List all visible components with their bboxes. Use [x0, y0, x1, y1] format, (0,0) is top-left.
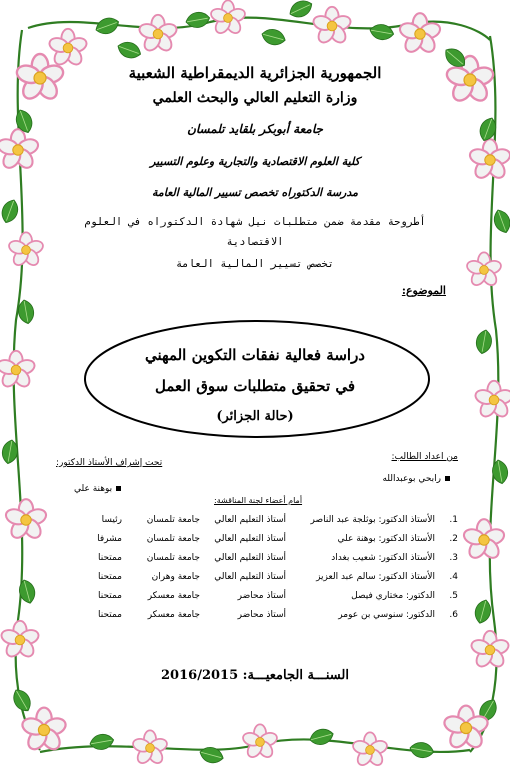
- member-number: 5.: [449, 591, 458, 601]
- student-name: [382, 474, 450, 484]
- member-rank: أستاذ التعليم العالي: [214, 534, 286, 544]
- subject-title-line2: في تحقيق متطلبات سوق العمل: [154, 377, 356, 395]
- committee-row: [0, 591, 510, 605]
- member-university: جامعة تلمسان: [146, 553, 200, 563]
- supervisor-name: [74, 484, 121, 494]
- member-number: 3.: [449, 553, 458, 563]
- member-university: جامعة معسكر: [147, 591, 200, 601]
- member-number: 6.: [449, 610, 458, 620]
- member-rank: أستاذ محاضر: [237, 591, 286, 601]
- faculty-name: كلية العلوم الاقتصادية والتجارية وعلوم التسيير: [150, 155, 360, 168]
- member-name: الأستاذ الدكتور: بوهنة علي: [337, 534, 435, 544]
- member-rank: أستاذ محاضر: [237, 610, 286, 620]
- supervisor-label: تحت إشراف الأستاذ الدكتور:: [56, 458, 163, 468]
- member-number: 4.: [449, 572, 458, 582]
- committee-row: [0, 553, 510, 567]
- bullet-icon: [116, 486, 121, 491]
- member-university: جامعة تلمسان: [146, 534, 200, 544]
- university-name: جامعة أبوبكر بلقايد تلمسان: [187, 122, 323, 136]
- doctoral-school-name: مدرسة الدكتوراه تخصص تسيير المالية العامة: [151, 186, 359, 199]
- member-role: مشرفا: [97, 534, 122, 544]
- member-role: ممتحنا: [97, 591, 122, 601]
- subject-label: الموضوع:: [401, 284, 446, 297]
- member-role: ممتحنا: [97, 553, 122, 563]
- member-role: رئيسا: [101, 515, 122, 525]
- member-rank: أستاذ التعليم العالي: [214, 553, 286, 563]
- member-role: ممتحنا: [97, 572, 122, 582]
- republic-title: الجمهورية الجزائرية الديمقراطية الشعبية: [128, 64, 382, 82]
- committee-row: [0, 515, 510, 529]
- academic-year: السنـــة الجامعيـــة: 2016/2015: [161, 668, 349, 683]
- member-name: الأستاذ الدكتور: بوثلجة عبد الناصر: [310, 515, 435, 525]
- member-name: الأستاذ الدكتور: شعيب بغداد: [331, 553, 435, 563]
- bullet-icon: [445, 476, 450, 481]
- committee-row: [0, 572, 510, 586]
- thesis-description-line1: أطروحة مقدمة ضمن متطلبات نيل شهادة الدكتوراه في العلوم: [84, 216, 426, 228]
- student-label: من اعداد الطالب:: [391, 452, 458, 462]
- member-number: 2.: [449, 534, 458, 544]
- member-university: جامعة وهران: [151, 572, 200, 582]
- member-name: الدكتور: سنوسي بن عومر: [338, 610, 435, 620]
- committee-row: [0, 534, 510, 548]
- committee-row: [0, 610, 510, 624]
- ministry-title: وزارة التعليم العالي والبحث العلمي: [152, 90, 358, 106]
- member-number: 1.: [449, 515, 458, 525]
- member-university: جامعة تلمسان: [146, 515, 200, 525]
- student-name-text: رابحي بوعبدالله: [382, 474, 441, 484]
- member-role: ممتحنا: [97, 610, 122, 620]
- subject-title-line3: (حالة الجزائر): [216, 409, 294, 424]
- thesis-specialty: تخصص تسيير المالية العامة: [175, 258, 335, 270]
- subject-title-line1: دراسة فعالية نفقات التكوين المهني: [145, 346, 365, 364]
- member-rank: أستاذ التعليم العالي: [214, 515, 286, 525]
- member-university: جامعة معسكر: [147, 610, 200, 620]
- member-name: الأستاذ الدكتور: سالم عبد العزيز: [316, 572, 435, 582]
- member-rank: أستاذ التعليم العالي: [214, 572, 286, 582]
- member-name: الدكتور: مختاري فيصل: [351, 591, 435, 601]
- supervisor-name-text: بوهنة علي: [74, 484, 113, 494]
- committee-label: أمام أعضاء لجنة المناقشة:: [214, 496, 303, 505]
- thesis-description-line2: الاقتصادية: [226, 236, 284, 248]
